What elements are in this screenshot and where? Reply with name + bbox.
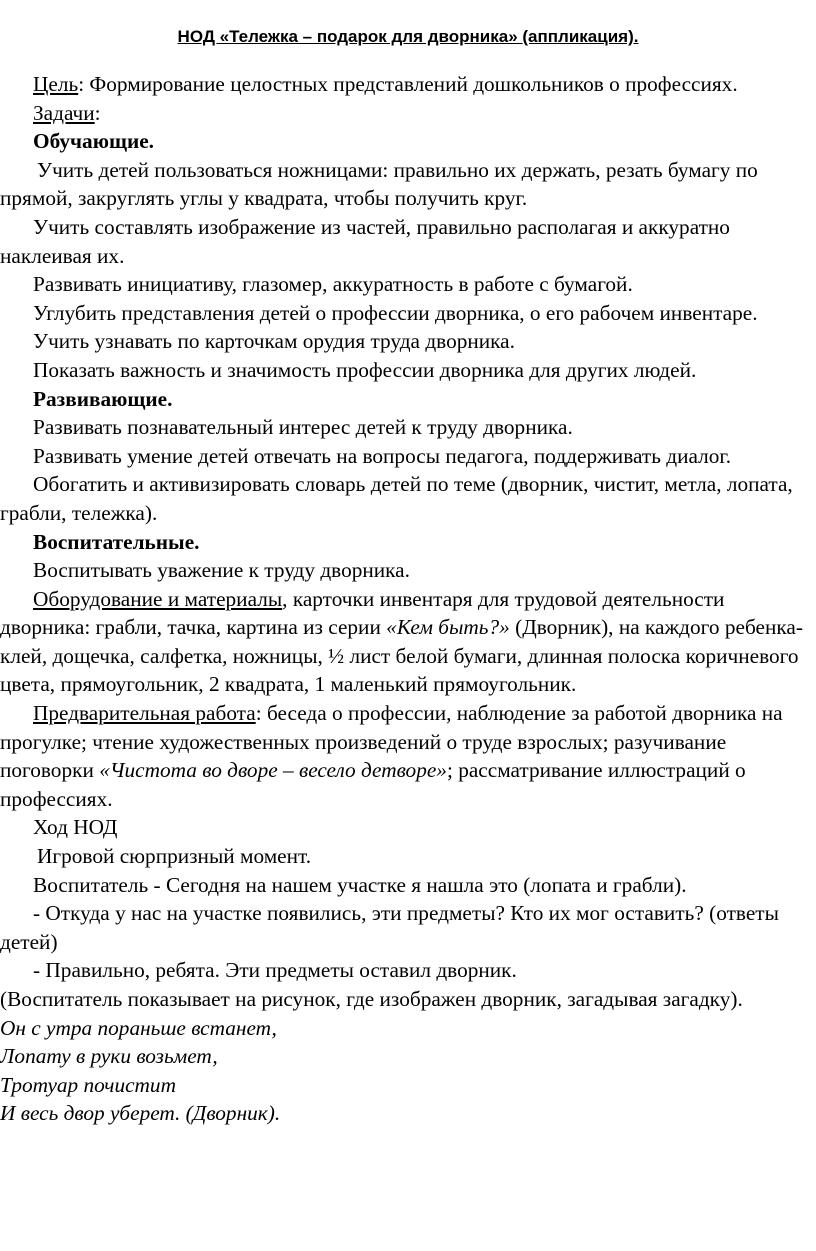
preliminary-label: Предварительная работа: [33, 701, 256, 726]
course-line: Воспитатель - Сегодня на нашем участке я нашла это (лопата и грабли).: [33, 872, 687, 897]
course-surprise: Игровой сюрпризный момент.: [37, 844, 312, 869]
poem-line: Тротуар почистит: [0, 1072, 176, 1097]
equipment-label: Оборудование и материалы: [33, 586, 283, 611]
equipment-paragraph: [0, 585, 812, 699]
poem-line: Он с утра пораньше встанет,: [0, 1015, 277, 1040]
goal-paragraph: [0, 70, 812, 99]
equipment-series-title: «Кем быть?»: [386, 615, 510, 640]
teaching-item: Учить составлять изображение из частей, правильно располагая и аккуратно наклеивая их.: [0, 214, 730, 268]
educational-heading: Воспитательные.: [33, 529, 200, 554]
educational-item: Воспитывать уважение к труду дворника.: [33, 558, 410, 583]
document-title: НОД «Тележка – подарок для дворника» (аппликация).: [177, 27, 639, 46]
tasks-label: Задачи: [33, 100, 95, 125]
riddle-poem: [0, 1014, 812, 1128]
preliminary-paragraph: [0, 699, 812, 813]
teaching-item: Развивать инициативу, глазомер, аккуратность в работе с бумагой.: [33, 272, 633, 297]
riddle-intro: (Воспитатель показывает на рисунок, где изображен дворник, загадывая загадку).: [0, 987, 743, 1011]
equipment-text-2: (Дворник), на каждого ребенка- клей, дощечка, салфетка, ножницы, ½ лист белой бумаги, длинная полоска коричневого цвета, прямоугольник, 2 квадрата, 1 маленький прямоугольник.: [0, 615, 803, 697]
teaching-item: Учить узнавать по карточкам орудия труда дворника.: [33, 329, 515, 354]
goal-text: : Формирование целостных представлений дошкольников о профессиях.: [78, 72, 738, 96]
tasks-paragraph: [0, 99, 812, 128]
teaching-item: Углубить представления детей о профессии дворника, о его рабочем инвентаре.: [33, 300, 758, 325]
teaching-item: Учить детей пользоваться ножницами: правильно их держать, резать бумагу по прямой, закруглять углы у квадрата, чтобы получить круг.: [0, 157, 758, 211]
course-line: - Правильно, ребята. Эти предметы оставил дворник.: [33, 958, 517, 983]
equipment-text-1: , карточки инвентаря для трудовой деятельности дворника: грабли, тачка, картина из серии: [0, 586, 725, 640]
developing-item: Развивать познавательный интерес детей к труду дворника.: [33, 415, 573, 440]
developing-heading: Развивающие.: [33, 386, 173, 411]
teaching-item: Показать важность и значимость профессии дворника для других людей.: [33, 357, 697, 382]
poem-line: И весь двор уберет. (Дворник).: [0, 1101, 281, 1126]
preliminary-text-1: : беседа о профессии, наблюдение за работой дворника на прогулке; чтение художественных произведений о труде взрослых; разучивание поговорки: [0, 701, 783, 783]
document-body: [0, 70, 812, 1128]
course-line: - Откуда у нас на участке появились, эти предметы? Кто их мог оставить? (ответы детей): [0, 901, 779, 954]
developing-item: Развивать умение детей отвечать на вопросы педагога, поддерживать диалог.: [33, 443, 732, 468]
poem-line: Лопату в руки возьмет,: [0, 1044, 218, 1069]
developing-item: Обогатить и активизировать словарь детей по теме (дворник, чистит, метла, лопата, грабли, тележка).: [0, 472, 793, 525]
tasks-suffix: :: [94, 100, 101, 125]
course-heading: Ход НОД: [33, 815, 118, 840]
goal-label: Цель: [33, 72, 79, 96]
preliminary-saying: «Чистота во дворе – весело детворе»: [99, 758, 447, 783]
teaching-heading: Обучающие.: [33, 129, 155, 154]
preliminary-text-2: ; рассматривание иллюстраций о профессиях.: [0, 758, 746, 811]
